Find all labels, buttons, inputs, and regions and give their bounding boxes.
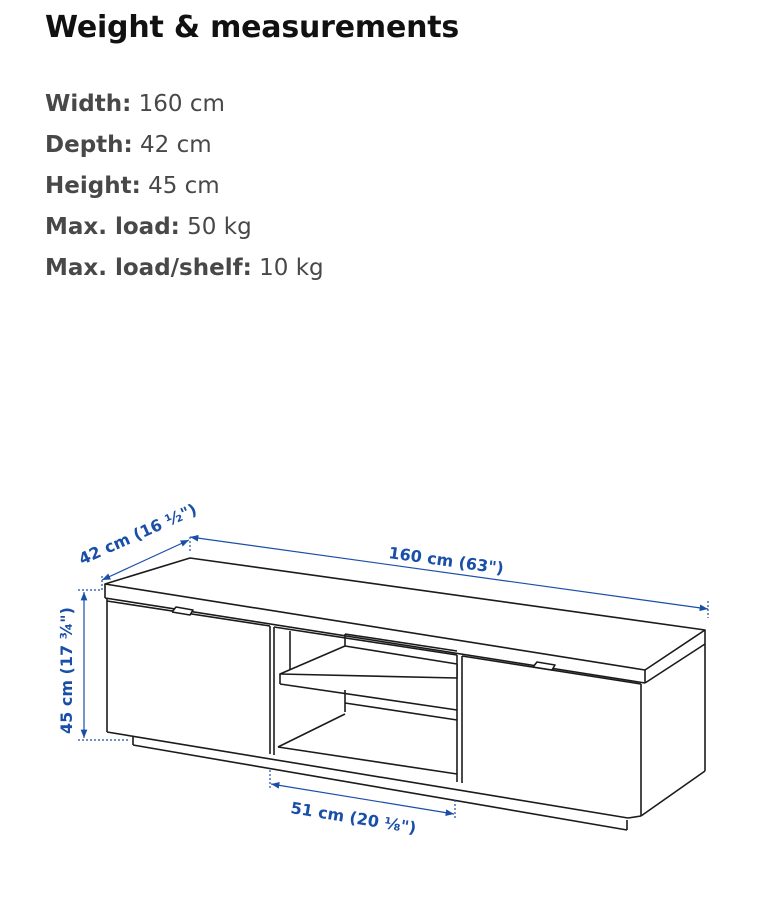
spec-label: Height: (45, 173, 141, 199)
spec-value: 42 cm (140, 132, 212, 158)
spec-value: 10 kg (259, 255, 324, 281)
spec-label: Max. load/shelf: (45, 255, 252, 281)
width-dimension-label: 160 cm (63") (387, 543, 505, 578)
height-dimension-label: 45 cm (17 ¾") (57, 607, 76, 734)
spec-row-depth (45, 125, 324, 166)
spec-list (45, 84, 324, 289)
depth-dimension-label: 42 cm (16 ½") (75, 499, 200, 569)
spec-row-max-load-shelf (45, 248, 324, 289)
spec-label: Depth: (45, 132, 133, 158)
tv-bench-dimension-diagram (0, 330, 768, 915)
shelf-width-dimension-label: 51 cm (20 ⅛") (289, 798, 418, 838)
spec-row-max-load (45, 207, 324, 248)
spec-label: Width: (45, 91, 132, 117)
spec-row-width (45, 84, 324, 125)
spec-label: Max. load: (45, 214, 180, 240)
spec-value: 50 kg (187, 214, 252, 240)
page-title: Weight & measurements (45, 10, 460, 45)
spec-value: 160 cm (138, 91, 225, 117)
tv-bench-drawing (105, 558, 705, 830)
spec-row-height (45, 166, 324, 207)
spec-value: 45 cm (148, 173, 220, 199)
